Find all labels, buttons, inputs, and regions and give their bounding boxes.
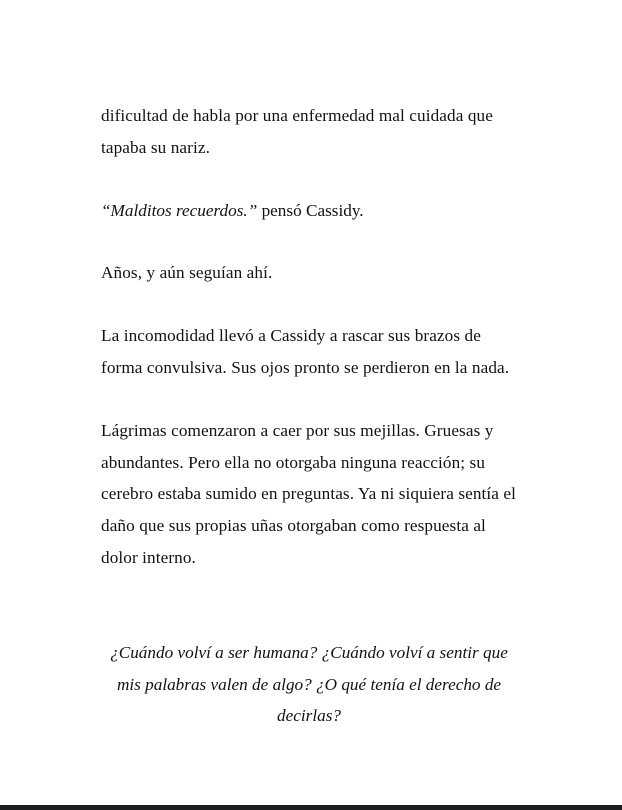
quote-attribution-text: pensó Cassidy.: [257, 200, 364, 220]
body-paragraph-3: Años, y aún seguían ahí.: [101, 263, 273, 283]
closing-italic-block: ¿Cuándo volví a ser humana? ¿Cuándo volví a sentir que mis palabras valen de algo? ¿O qué tenía el derecho de decirlas?: [110, 642, 508, 726]
body-paragraph-4: La incomodidad llevó a Cassidy a rascar sus brazos de forma convulsiva. Sus ojos pronto se perdieron en la nada.: [101, 326, 510, 377]
quote-italic-text: “Malditos recuerdos.”: [101, 200, 258, 220]
page-bottom-bar: [0, 805, 622, 810]
body-paragraph-1: dificultad de habla por una enfermedad mal cuidada que tapaba su nariz.: [101, 106, 493, 157]
text-column: [101, 100, 517, 732]
quote-paragraph: [101, 195, 517, 227]
body-paragraph-5: Lágrimas comenzaron a caer por sus mejillas. Gruesas y abundantes. Pero ella no otorgaba ninguna reacción; su cerebro estaba sumido en preguntas. Ya ni siquiera sentía el daño que sus propias uñas otorgaban como respuesta al dolor interno.: [101, 420, 517, 567]
